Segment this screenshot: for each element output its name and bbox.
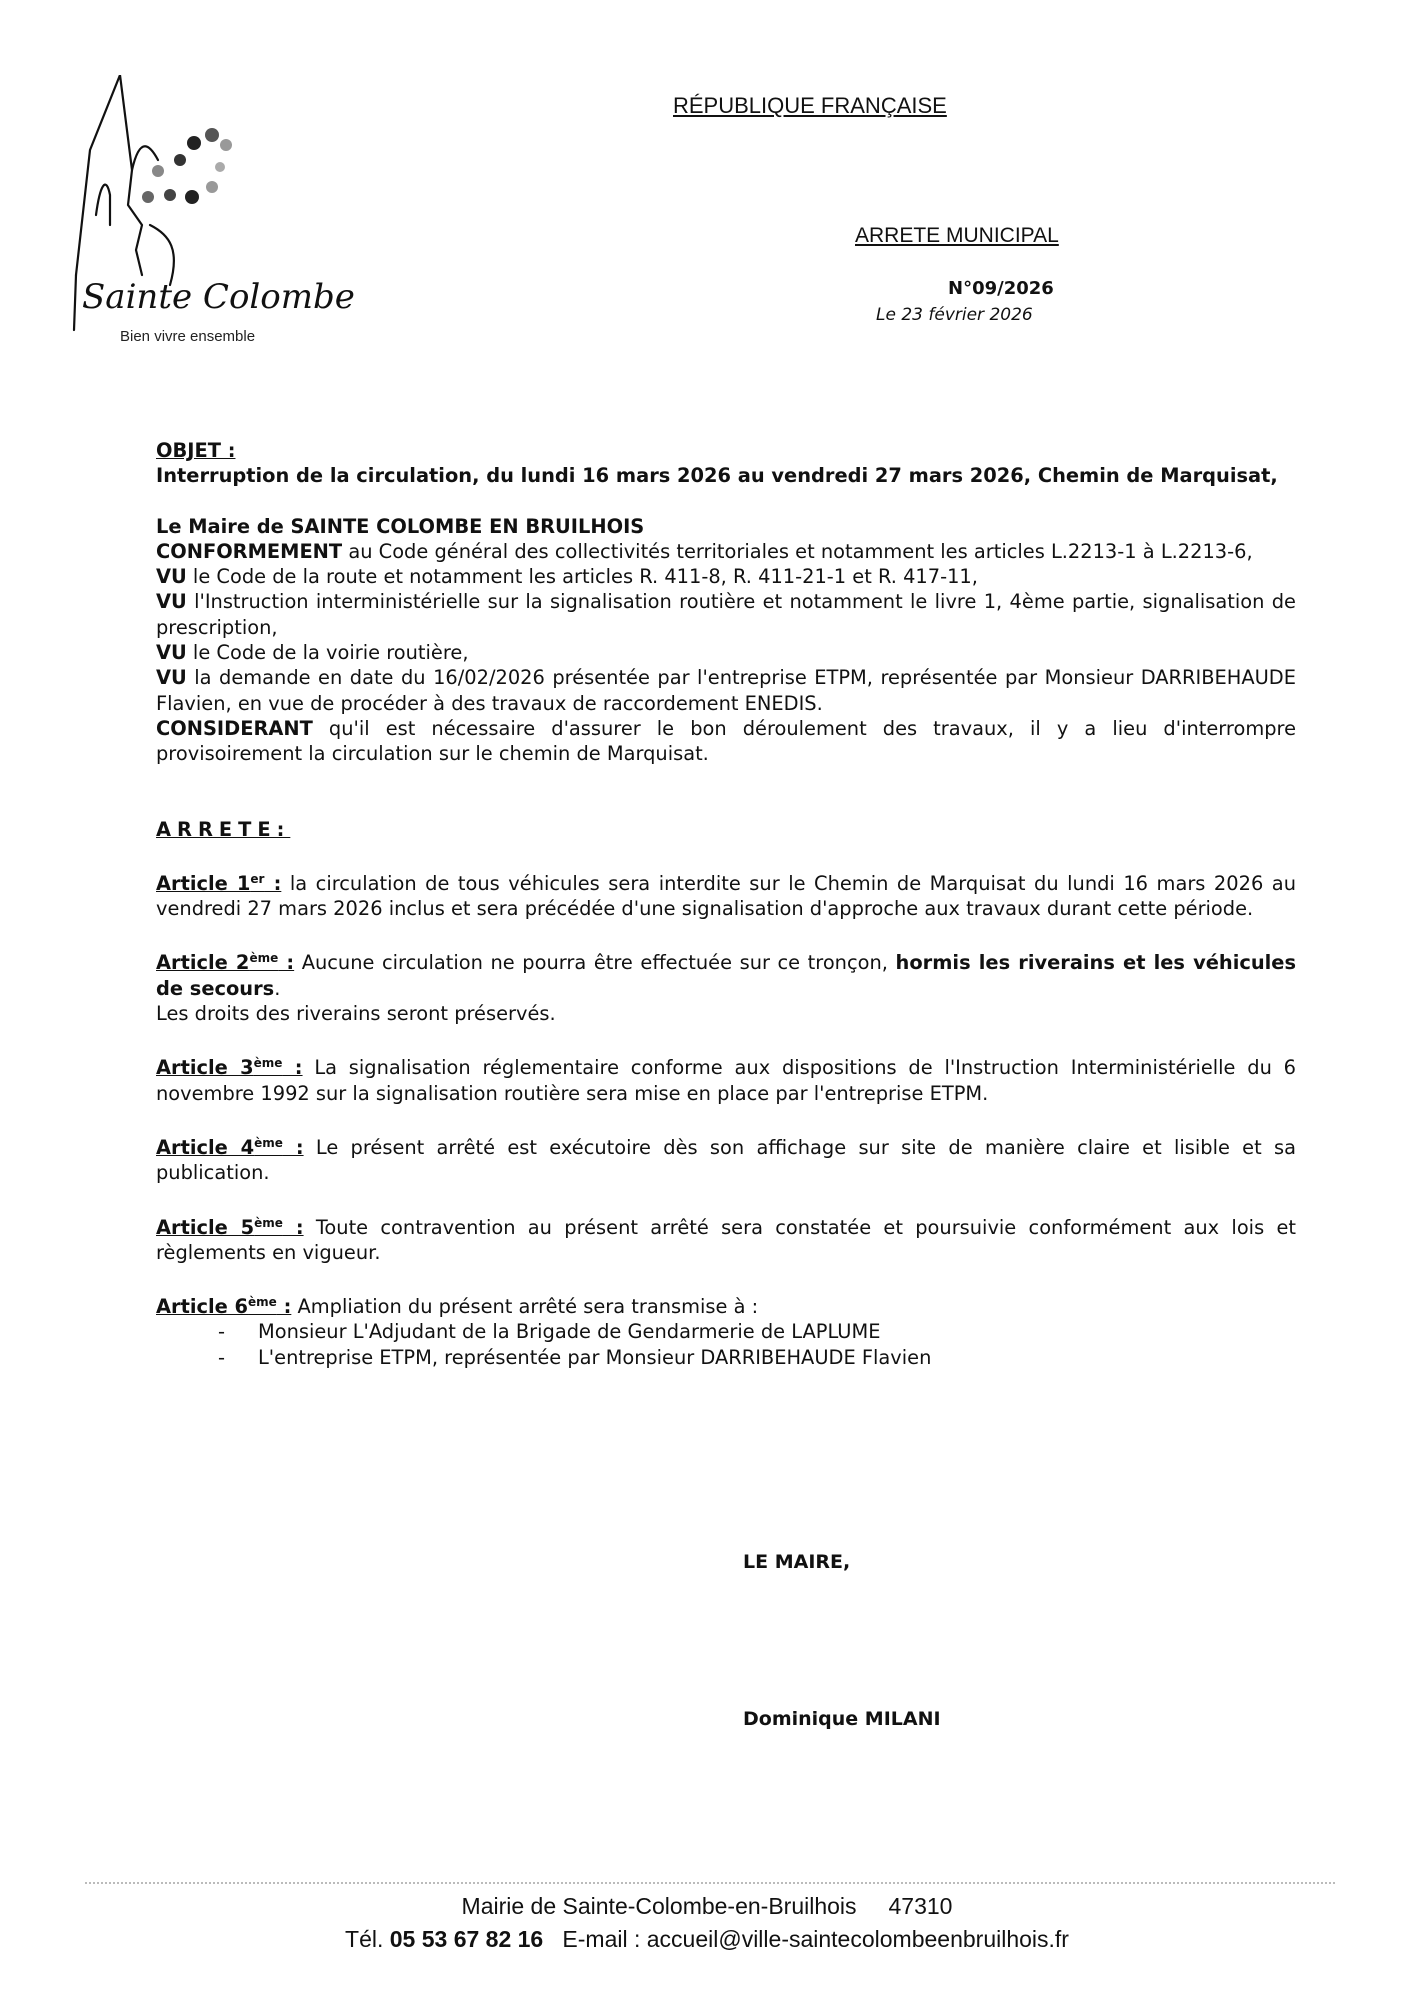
vu-paragraph: VU le Code de la route et notamment les articles R. 411-8, R. 411-21-1 et R. 417-11, bbox=[156, 565, 978, 589]
arrete-title: ARRETE: bbox=[156, 817, 291, 841]
article-4: Article 4ème : Le présent arrêté est exécutoire dès son affichage sur site de manière claire et lisible et sa publication. bbox=[156, 1135, 1296, 1185]
vu-paragraph: VU l'Instruction interministérielle sur la signalisation routière et notamment le livre 1, 4ème partie, signalisation de prescription, bbox=[156, 590, 1296, 639]
document-date: Le 23 février 2026 bbox=[876, 305, 1033, 325]
recipient-list bbox=[156, 1319, 1296, 1370]
conformement-paragraph: CONFORMEMENT au Code général des collectivités territoriales et notamment les articles L.2213-1 à L.2213-6, bbox=[156, 539, 1253, 563]
footer-divider bbox=[85, 1882, 1335, 1884]
logo-slogan: Bien vivre ensemble bbox=[120, 328, 256, 345]
signature-title: LE MAIRE, bbox=[743, 1551, 851, 1573]
article-5: Article 5ème : Toute contravention au présent arrêté sera constatée et poursuivie conformément aux lois et règlements en vigueur. bbox=[156, 1215, 1296, 1264]
article-3: Article 3ème : La signalisation réglementaire conforme aux dispositions de l'Instruction Interministérielle du 6 novembre 1992 sur la signalisation routière sera mise en place par l'entreprise ETPM. bbox=[156, 1056, 1296, 1105]
objet-text: Interruption de la circulation, du lundi 16 mars 2026 au vendredi 27 mars 2026, Chemin de Marquisat, bbox=[156, 464, 1278, 488]
article-2: Article 2ème : Aucune circulation ne pourra être effectuée sur ce tronçon, hormis les riverains et les véhicules de secours. bbox=[156, 951, 1296, 1000]
document-type: ARRETE MUNICIPAL bbox=[855, 224, 1059, 247]
email-address: accueil@ville-saintecolombeenbruilhois.fr bbox=[646, 1926, 1069, 1952]
municipality-logo bbox=[70, 75, 355, 355]
logo-name: Sainte Colombe bbox=[82, 277, 355, 317]
article-2-line2: Les droits des riverains seront préservés. bbox=[156, 1002, 556, 1026]
phone-number: 05 53 67 82 16 bbox=[389, 1926, 544, 1952]
maire-heading: Le Maire de SAINTE COLOMBE EN BRUILHOIS bbox=[156, 514, 645, 538]
footer-contact: Tél. 05 53 67 82 16 E-mail : accueil@ville-saintecolombeenbruilhois.fr bbox=[345, 1926, 1069, 1952]
footer-address: Mairie de Sainte-Colombe-en-Bruilhois 47310 bbox=[461, 1893, 953, 1919]
list-item: - L'entreprise ETPM, représentée par Monsieur DARRIBEHAUDE Flavien bbox=[218, 1345, 1296, 1370]
considerant-paragraph: CONSIDERANT qu'il est nécessaire d'assurer le bon déroulement des travaux, il y a lieu d'interrompre provisoirement la circulation sur le chemin de Marquisat. bbox=[156, 716, 1296, 766]
document-number: N°09/2026 bbox=[948, 278, 1054, 299]
objet-label: OBJET : bbox=[156, 439, 236, 462]
republic-heading: RÉPUBLIQUE FRANÇAISE bbox=[673, 93, 947, 118]
article-6: Article 6ème : Ampliation du présent arrêté sera transmise à : bbox=[156, 1295, 759, 1319]
list-item: - Monsieur L'Adjudant de la Brigade de Gendarmerie de LAPLUME bbox=[218, 1319, 1296, 1344]
document-body bbox=[156, 438, 1296, 1370]
vu-paragraph: VU le Code de la voirie routière, bbox=[156, 641, 469, 665]
article-1: Article 1er : la circulation de tous véhicules sera interdite sur le Chemin de Marquisat du lundi 16 mars 2026 au vendredi 27 mars 2026 inclus et sera précédée d'une signalisation d'approche aux travaux durant cette période. bbox=[156, 871, 1296, 921]
signatory-name: Dominique MILANI bbox=[743, 1708, 941, 1730]
vu-paragraph: VU la demande en date du 16/02/2026 présentée par l'entreprise ETPM, représentée par Monsieur DARRIBEHAUDE Flavien, en vue de procéder à des travaux de raccordement ENEDIS. bbox=[156, 666, 1296, 715]
